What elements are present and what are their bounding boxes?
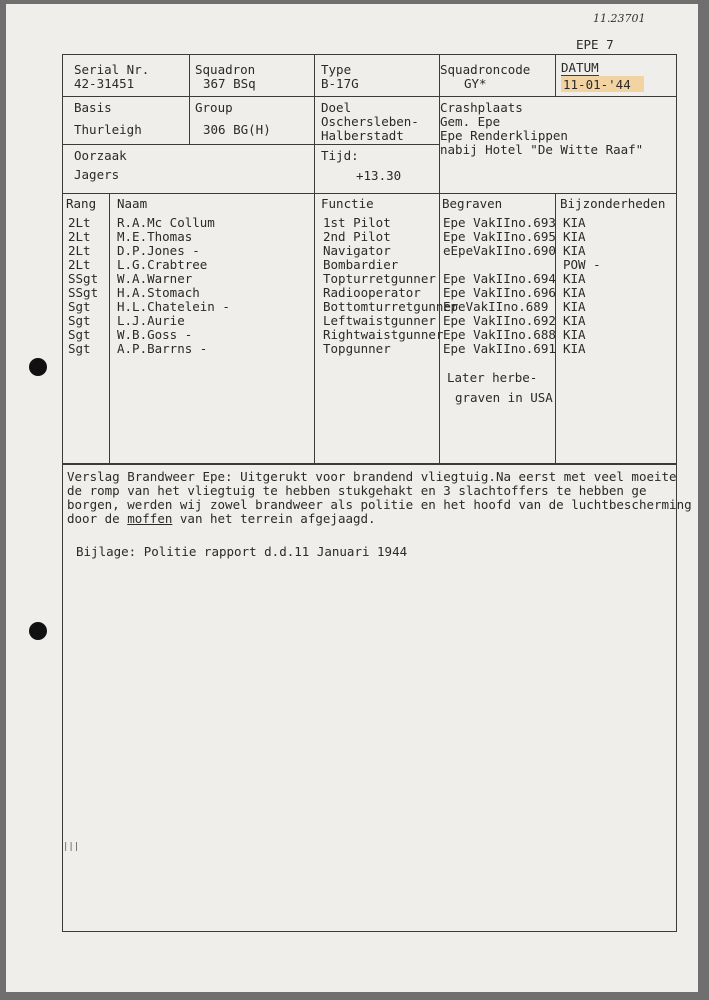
table-cell: W.B.Goss -: [117, 327, 193, 342]
report-line: [67, 512, 692, 526]
table-cell: Epe VakIIno.695: [443, 229, 556, 244]
crashplaats-line-3: nabij Hotel "De Witte Raaf": [440, 142, 644, 157]
tijd-label: Tijd:: [321, 148, 359, 163]
table-cell: 2Lt: [68, 229, 91, 244]
crashplaats-line-2: Epe Renderklippen: [440, 128, 568, 143]
table-divider: [109, 193, 110, 464]
table-cell: Sgt: [68, 299, 91, 314]
table-cell: Epe VakIIno.696: [443, 285, 556, 300]
table-cell: L.G.Crabtree: [117, 257, 208, 272]
table-cell: Topturretgunner: [323, 271, 436, 286]
table-cell: Topgunner: [323, 341, 391, 356]
table-cell: Sgt: [68, 313, 91, 328]
table-cell: Sgt: [68, 327, 91, 342]
table-cell: 2nd Pilot: [323, 229, 391, 244]
datum-value: 11-01-'44: [563, 77, 631, 92]
rang-column: [68, 216, 98, 356]
report-line: Verslag Brandweer Epe: Uitgerukt voor brandend vliegtuig.Na eerst met veel moeite: [67, 469, 677, 484]
table-cell: KIA: [563, 327, 586, 342]
report-line-4-start: door de: [67, 511, 128, 526]
table-cell: 1st Pilot: [323, 215, 391, 230]
table-cell: [443, 258, 556, 272]
table-divider: [62, 144, 440, 145]
table-divider: [62, 193, 677, 194]
table-cell: Bombardier: [323, 257, 399, 272]
table-cell: KIA: [563, 313, 586, 328]
table-divider: [189, 54, 190, 144]
oorzaak-value: Jagers: [74, 167, 120, 182]
table-cell: Radiooperator: [323, 285, 421, 300]
basis-value: Thurleigh: [74, 122, 142, 137]
table-divider: [314, 54, 315, 464]
table-cell: A.P.Barrns -: [117, 341, 208, 356]
document-page: [6, 4, 698, 992]
report-line-4-end: van het terrein afgejaagd.: [172, 511, 376, 526]
table-cell: SSgt: [68, 285, 99, 300]
datum-label: DATUM: [561, 60, 599, 75]
table-cell: Sgt: [68, 341, 91, 356]
begraven-column: [443, 216, 556, 356]
functie-column: [323, 216, 458, 356]
doel-label: Doel: [321, 100, 352, 115]
table-cell: Epe VakIIno.692: [443, 313, 556, 328]
table-cell: EpeVakIIno.689: [443, 299, 549, 314]
table-cell: KIA: [563, 271, 586, 286]
report-box: [62, 464, 677, 932]
table-cell: Epe VakIIno.694: [443, 271, 556, 286]
table-cell: 2Lt: [68, 243, 91, 258]
crashplaats-label: Crashplaats: [440, 100, 523, 115]
table-cell: Epe VakIIno.691: [443, 341, 556, 356]
table-cell: KIA: [563, 215, 586, 230]
table-cell: L.J.Aurie: [117, 313, 185, 328]
table-cell: eEpeVakIIno.690: [443, 243, 556, 258]
table-cell: Rightwaistgunner: [323, 327, 444, 342]
document-code: EPE 7: [576, 37, 614, 52]
functie-header: Functie: [321, 196, 374, 211]
table-cell: KIA: [563, 229, 586, 244]
squadron-label: Squadron: [195, 62, 256, 77]
naam-column: [117, 216, 230, 356]
table-cell: Bottomturretgunner: [323, 299, 459, 314]
table-cell: 2Lt: [68, 215, 91, 230]
doel-line-1: Oschersleben-: [321, 114, 419, 129]
squadron-value: 367 BSq: [203, 76, 256, 91]
table-divider: [555, 54, 556, 96]
table-cell: Epe VakIIno.693: [443, 215, 556, 230]
type-label: Type: [321, 62, 352, 77]
type-value: B-17G: [321, 76, 359, 91]
serial-label: Serial Nr.: [74, 62, 150, 77]
table-cell: 2Lt: [68, 257, 91, 272]
table-cell: H.L.Chatelein -: [117, 299, 230, 314]
report-line: borgen, werden wij zowel brandweer als politie en het hoofd van de luchtbescherming: [67, 497, 692, 512]
later-herbegraven-line-1: Later herbe-: [447, 370, 538, 385]
begraven-header: Begraven: [442, 196, 503, 211]
table-cell: POW -: [563, 257, 601, 272]
table-cell: KIA: [563, 243, 586, 258]
tijd-value: +13.30: [356, 168, 402, 183]
oorzaak-label: Oorzaak: [74, 148, 127, 163]
underlined-word: moffen: [127, 511, 173, 526]
bijzonderheden-header: Bijzonderheden: [560, 196, 666, 211]
group-value: 306 BG(H): [203, 122, 271, 137]
margin-mark: |||: [63, 842, 80, 852]
crashplaats-line-1: Gem. Epe: [440, 114, 501, 129]
table-cell: KIA: [563, 341, 586, 356]
table-cell: R.A.Mc Collum: [117, 215, 215, 230]
serial-value: 42-31451: [74, 76, 135, 91]
table-divider: [62, 96, 677, 97]
table-cell: H.A.Stomach: [117, 285, 200, 300]
rang-header: Rang: [66, 196, 97, 211]
table-cell: SSgt: [68, 271, 99, 286]
table-cell: W.A.Warner: [117, 271, 193, 286]
table-cell: Navigator: [323, 243, 391, 258]
table-cell: KIA: [563, 299, 586, 314]
table-cell: KIA: [563, 285, 586, 300]
report-line: de romp van het vliegtuig te hebben stukgehakt en 3 slachtoffers te hebben ge: [67, 483, 647, 498]
table-cell: Leftwaistgunner: [323, 313, 436, 328]
bijzonderheden-column: [563, 216, 601, 356]
punch-hole-bottom: [29, 622, 47, 640]
table-cell: M.E.Thomas: [117, 229, 193, 244]
bijlage-text: Bijlage: Politie rapport d.d.11 Januari 1944: [76, 544, 408, 559]
later-herbegraven-line-2: graven in USA: [455, 390, 553, 405]
handwritten-reference: 11.23701: [593, 12, 646, 25]
basis-label: Basis: [74, 100, 112, 115]
punch-hole-top: [29, 358, 47, 376]
naam-header: Naam: [117, 196, 148, 211]
report-text: [67, 470, 692, 526]
squadroncode-value: GY*: [464, 76, 487, 91]
squadroncode-label: Squadroncode: [440, 62, 531, 77]
group-label: Group: [195, 100, 233, 115]
table-cell: D.P.Jones -: [117, 243, 200, 258]
table-cell: Epe VakIIno.688: [443, 327, 556, 342]
doel-line-2: Halberstadt: [321, 128, 404, 143]
